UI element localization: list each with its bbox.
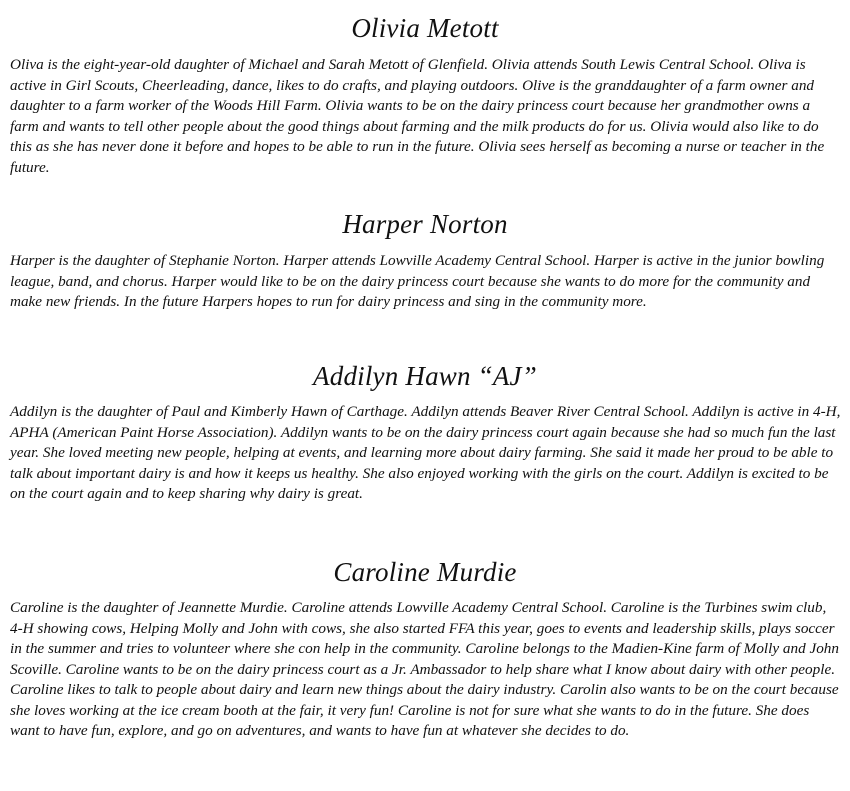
profile-harper-norton xyxy=(0,208,850,313)
profile-name: Harper Norton xyxy=(342,209,508,239)
profile-name: Caroline Murdie xyxy=(333,557,517,587)
profile-bio: Addilyn is the daughter of Paul and Kimberly Hawn of Carthage. Addilyn attends Beaver River Central School. Addilyn is active in 4-H, APHA (American Paint Horse Association). Addilyn wants to be on the dairy princess court again because she had so much fun the last year. She loved meeting new people, helping at events, and learning more about dairy farming. She said it made her proud to be able to talk about important dairy is and how it keeps us healthy. She also enjoyed working with the girls on the court. Addilyn is excited to be on the court again and to keep sharing why dairy is great. xyxy=(10,403,841,502)
profile-olivia-metott xyxy=(0,12,850,178)
profile-bio: Harper is the daughter of Stephanie Norton. Harper attends Lowville Academy Central School. Harper is active in the junior bowling league, band, and chorus. Harper would like to be on the dairy princess court because she wants to do more for the community and make new friends. In the future Harpers hopes to run for dairy princess and sing in the community more. xyxy=(10,252,825,310)
profile-caroline-murdie xyxy=(0,556,850,742)
profile-name: Addilyn Hawn “AJ” xyxy=(313,361,537,391)
profile-addilyn-hawn xyxy=(0,360,850,505)
profile-bio: Oliva is the eight-year-old daughter of Michael and Sarah Metott of Glenfield. Olivia attends South Lewis Central School. Oliva is active in Girl Scouts, Cheerleading, dance, likes to do crafts, and playing outdoors. Olive is the granddaughter of a farm owner and daughter to a farm worker of the Woods Hill Farm. Olivia wants to be on the dairy princess court because her grandmother owns a farm and wants to tell other people about the good things about farming and the milk products do for us. Olivia would also like to do this as she has never done it before and hopes to be able to run in the future. Olivia sees herself as becoming a nurse or teacher in the future. xyxy=(10,56,825,176)
profile-bio: Caroline is the daughter of Jeannette Murdie. Caroline attends Lowville Academy Central School. Caroline is the Turbines swim club, 4-H showing cows, Helping Molly and John with cows, she also started FFA this year, goes to events and leadership skills, plays soccer in the summer and tries to volunteer where she con help in the community. Caroline belongs to the Madien-Kine farm of Molly and John Scoville. Caroline wants to be on the dairy princess court as a Jr. Ambassador to help share what I know about dairy with other people. Caroline likes to talk to people about dairy and learn new things about the dairy industry. Carolin also wants to be on the court because she loves working at the ice cream booth at the fair, it very fun! Caroline is not for sure what she wants to do in the future. She does want to have fun, explore, and go on adventures, and wants to have fun at whatever she decides to do. xyxy=(10,599,839,739)
profile-name: Olivia Metott xyxy=(351,13,499,43)
